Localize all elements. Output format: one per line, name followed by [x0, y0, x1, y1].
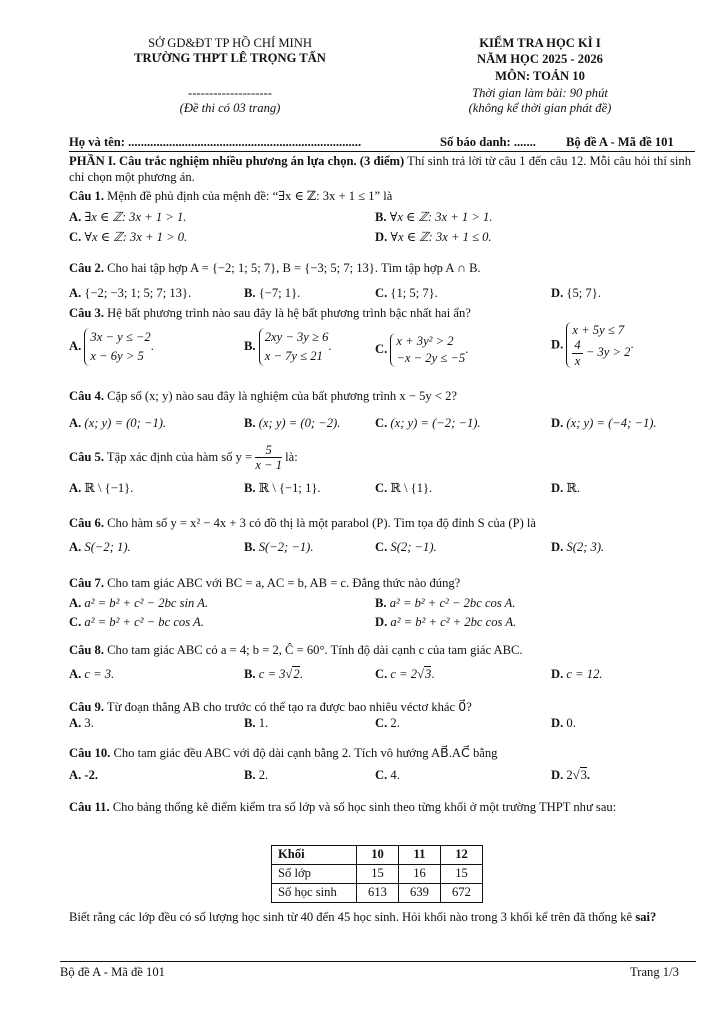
- table-cell: 15: [441, 865, 483, 884]
- option-letter: A.: [69, 768, 82, 782]
- option-letter: D.: [551, 481, 564, 495]
- option-text: ∀x ∈ ℤ: 3x + 1 > 0.: [84, 230, 188, 244]
- question-label: Câu 9.: [69, 700, 104, 714]
- option-letter: D.: [375, 615, 388, 629]
- fraction: [572, 338, 582, 368]
- part1-heading: [69, 154, 691, 185]
- question-text: Cho tam giác ABC với BC = a, AC = b, AB = c. Đẳng thức nào đúng?: [104, 576, 461, 590]
- system-line: − 3y > 2: [582, 345, 631, 360]
- school-department: SỞ GD&ĐT TP HỒ CHÍ MINH: [148, 36, 312, 50]
- option-text: 2.: [390, 716, 400, 730]
- option-letter: A.: [69, 481, 82, 495]
- question-text: Cho hai tập hợp A = {−2; 1; 5; 7}, B = {−3; 5; 7; 13}. Tìm tập hợp A ∩ B.: [104, 261, 481, 275]
- option-letter: A.: [69, 667, 82, 681]
- option-text: a² = b² + c² + 2bc cos A.: [390, 615, 517, 629]
- option-text: ℝ \ {−1}.: [84, 481, 134, 495]
- option-text: c = 12.: [566, 667, 603, 681]
- option-letter: D.: [551, 286, 564, 300]
- option-text: 4.: [390, 768, 400, 782]
- option-text: 1.: [258, 716, 269, 730]
- sqrt-symbol: √: [572, 768, 580, 782]
- q5-option-c[interactable]: [375, 481, 432, 497]
- question-4: [69, 389, 691, 405]
- q2-option-a[interactable]: [69, 286, 191, 302]
- question-7: [69, 576, 691, 592]
- table-header-cell: 10: [357, 846, 399, 865]
- exam-duration: Thời gian làm bài: 90 phút: [472, 86, 608, 100]
- q6-option-a[interactable]: [69, 540, 131, 556]
- option-text: a² = b² + c² − bc cos A.: [84, 615, 204, 629]
- q5-option-a[interactable]: [69, 481, 133, 497]
- option-letter: C.: [375, 416, 388, 430]
- option-letter: B.: [244, 768, 256, 782]
- header-divider: [69, 151, 695, 152]
- q4-option-d[interactable]: [551, 416, 657, 432]
- option-letter: C.: [375, 540, 388, 554]
- option-text: 3.: [84, 716, 94, 730]
- question-1: [69, 189, 691, 205]
- q1-option-a[interactable]: [69, 210, 186, 226]
- option-text: ℝ \ {−1; 1}.: [258, 481, 321, 495]
- option-text: 2: [566, 768, 573, 782]
- option-letter: A.: [69, 416, 82, 430]
- q9-option-d[interactable]: [551, 716, 576, 732]
- option-text: S(2; −1).: [390, 540, 437, 554]
- option-text: (x; y) = (0; −1).: [84, 416, 167, 430]
- school-year: NĂM HỌC 2025 - 2026: [477, 52, 603, 66]
- question-text: Cho tam giác ABC có a = 4; b = 2, Ĉ = 60°. Tính độ dài cạnh c của tam giác ABC.: [104, 643, 523, 657]
- option-text: ∀x ∈ ℤ: 3x + 1 ≤ 0.: [390, 230, 492, 244]
- q10-option-a[interactable]: [69, 768, 98, 784]
- table-cell: 672: [441, 884, 483, 903]
- q4-option-b[interactable]: [244, 416, 340, 432]
- question-11-follow: [69, 908, 691, 927]
- question-label: Câu 10.: [69, 746, 111, 760]
- q1-option-b[interactable]: [375, 210, 492, 226]
- option-letter: C.: [69, 230, 82, 244]
- equation-system: [390, 333, 465, 367]
- option-letter: C.: [375, 286, 388, 300]
- option-letter: B.: [244, 339, 256, 354]
- fraction: [255, 443, 282, 473]
- fraction-numerator: 4: [574, 338, 581, 353]
- option-letter: D.: [551, 416, 564, 430]
- q3-option-b[interactable]: B. 2xy − 3y ≥ 6 x − 7y ≤ 21 .: [244, 328, 332, 366]
- question-label: Câu 4.: [69, 389, 104, 403]
- question-label: Câu 7.: [69, 576, 104, 590]
- option-letter: D.: [551, 540, 564, 554]
- q2-option-c[interactable]: [375, 286, 438, 302]
- question-text: Cặp số (x; y) nào sau đây là nghiệm của bất phương trình x − 5y < 2?: [104, 389, 457, 403]
- table-row: [272, 865, 483, 884]
- question-label: Câu 6.: [69, 516, 104, 530]
- option-text: {5; 7}.: [566, 286, 601, 300]
- question-label: Câu 8.: [69, 643, 104, 657]
- option-letter: D.: [551, 337, 564, 352]
- subject: MÔN: TOÁN 10: [495, 69, 585, 83]
- exam-code: Bộ đề A - Mã đề 101: [566, 135, 674, 149]
- option-letter: A.: [69, 596, 82, 610]
- equation-system: [84, 328, 150, 366]
- q8-option-d[interactable]: [551, 667, 603, 683]
- sqrt-symbol: √: [285, 667, 293, 681]
- option-letter: A.: [69, 716, 82, 730]
- part1-title: PHẦN I. Câu trắc nghiệm nhiều phương án lựa chọn. (3 điểm): [69, 154, 405, 168]
- radicand: 3: [425, 667, 432, 681]
- option-letter: B.: [244, 716, 256, 730]
- footer-exam-code: Bộ đề A - Mã đề 101: [60, 965, 165, 979]
- exam-title: KIỂM TRA HỌC KÌ I: [479, 36, 601, 50]
- option-text: a² = b² + c² − 2bc sin A.: [84, 596, 209, 610]
- option-text: a² = b² + c² − 2bc cos A.: [389, 596, 516, 610]
- option-text: (x; y) = (−4; −1).: [566, 416, 657, 430]
- option-letter: B.: [244, 416, 256, 430]
- page-number: Trang 1/3: [630, 965, 679, 979]
- q6-option-c[interactable]: [375, 540, 437, 556]
- header-dashes: --------------------: [188, 86, 272, 100]
- q1-option-d[interactable]: [375, 230, 492, 246]
- option-letter: C.: [375, 481, 388, 495]
- q6-option-b[interactable]: [244, 540, 313, 556]
- school-name: TRƯỜNG THPT LÊ TRỌNG TẤN: [134, 51, 326, 65]
- option-letter: B.: [244, 540, 256, 554]
- table-cell: 16: [399, 865, 441, 884]
- option-text: S(−2; −1).: [258, 540, 314, 554]
- fraction-numerator: 5: [255, 443, 282, 458]
- candidate-number-field: Số báo danh: .......: [440, 135, 536, 149]
- system-line: x − 7y ≤ 21: [264, 348, 323, 363]
- q2-option-d[interactable]: [551, 286, 601, 302]
- table-header-cell: Khối: [272, 846, 357, 865]
- question-text: Từ đoạn thẳng AB cho trước có thể tạo ra được bao nhiêu véctơ khác 0⃗?: [104, 700, 472, 714]
- q2-option-b[interactable]: [244, 286, 300, 302]
- option-letter: B.: [375, 596, 387, 610]
- question-label: Câu 3.: [69, 306, 104, 320]
- system-line: x − 6y > 5: [90, 348, 144, 363]
- option-letter: D.: [551, 716, 564, 730]
- q10-option-d[interactable]: D. 2√3.: [551, 768, 591, 782]
- option-letter: B.: [375, 210, 387, 224]
- option-text: {1; 5; 7}.: [390, 286, 438, 300]
- question-11: [69, 798, 691, 817]
- fraction-denominator: x: [574, 353, 581, 368]
- q10-option-b[interactable]: [244, 768, 268, 784]
- option-text: 0.: [566, 716, 576, 730]
- option-letter: B.: [244, 481, 256, 495]
- option-letter: B.: [244, 286, 256, 300]
- system-line: x + 5y ≤ 7: [572, 323, 625, 337]
- option-text: ℝ \ {1}.: [390, 481, 433, 495]
- option-letter: A.: [69, 286, 82, 300]
- q9-option-c[interactable]: [375, 716, 400, 732]
- option-letter: C.: [375, 716, 388, 730]
- part1-instruction: Thí sinh trả lời từ câu 1 đến câu 12. Mỗi câu hỏi thí sinh chỉ chọn một phương án.: [69, 154, 691, 184]
- question-text: Cho bảng thống kê điểm kiểm tra số lớp và số học sinh theo từng khối ở một trường THPT như sau:: [109, 800, 617, 814]
- system-line: 3x − y ≤ −2: [90, 330, 151, 344]
- follow-text: Biết rằng các lớp đều có số lượng học sinh từ 40 đến 45 học sinh. Hỏi khối nào trong 3 khối kể trên đã thống kê: [69, 910, 636, 924]
- q10-option-c[interactable]: [375, 768, 400, 784]
- option-text: (x; y) = (0; −2).: [258, 416, 341, 430]
- footer-divider: [60, 961, 696, 962]
- q8-option-c[interactable]: C. c = 2√3.: [375, 667, 435, 681]
- question-text: Mệnh đề phủ định của mệnh đề: “∃x ∈ ℤ: 3x + 1 ≤ 1” là: [104, 189, 393, 203]
- equation-system: [566, 322, 630, 368]
- option-letter: C.: [375, 667, 388, 681]
- table-header-row: [272, 846, 483, 865]
- q4-option-c[interactable]: [375, 416, 481, 432]
- question-9: [69, 700, 691, 716]
- radicand: 2: [293, 667, 300, 681]
- question-text: Hệ bất phương trình nào sau đây là hệ bất phương trình bậc nhất hai ẩn?: [104, 306, 471, 320]
- q7-option-d[interactable]: [375, 615, 516, 631]
- question-3: [69, 306, 691, 322]
- table-header-cell: 11: [399, 846, 441, 865]
- option-text: ∃x ∈ ℤ: 3x + 1 > 1.: [84, 210, 187, 224]
- question-label: Câu 5.: [69, 450, 104, 465]
- option-letter: D.: [375, 230, 388, 244]
- option-text: 2.: [258, 768, 269, 782]
- question-label: Câu 11.: [69, 800, 110, 814]
- q7-option-b[interactable]: [375, 596, 516, 612]
- system-line: 2xy − 3y ≥ 6: [264, 330, 329, 344]
- option-text: {−2; −3; 1; 5; 7; 13}.: [84, 286, 192, 300]
- q9-option-a[interactable]: [69, 716, 94, 732]
- follow-emphasis: sai?: [635, 910, 657, 924]
- system-line: x + 3y² > 2: [396, 334, 454, 348]
- question-text: Cho hàm số y = x² − 4x + 3 có đồ thị là một parabol (P). Tìm tọa độ đỉnh S của (P) là: [104, 516, 536, 530]
- option-text: c = 2: [390, 667, 418, 681]
- duration-note: (không kể thời gian phát đề): [468, 101, 612, 115]
- question-label: Câu 1.: [69, 189, 104, 203]
- option-text: c = 3.: [84, 667, 115, 681]
- option-letter: C.: [375, 768, 388, 782]
- question-text: Cho tam giác đều ABC với độ dài cạnh bằng 2. Tích vô hướng AB⃗.AC⃗ bằng: [110, 746, 498, 760]
- q8-option-b[interactable]: B. c = 3√2.: [244, 667, 303, 681]
- option-letter: B.: [244, 667, 256, 681]
- fraction-denominator: x − 1: [255, 458, 282, 473]
- system-line: −x − 2y ≤ −5: [396, 351, 466, 365]
- option-text: ℝ.: [566, 481, 581, 495]
- table-cell: Số học sinh: [272, 884, 357, 903]
- table-cell: Số lớp: [272, 865, 357, 884]
- question-5: [69, 443, 691, 473]
- option-letter: C.: [375, 342, 388, 357]
- option-text: {−7; 1}.: [258, 286, 301, 300]
- q3-option-c[interactable]: C. x + 3y² > 2 −x − 2y ≤ −5 .: [375, 334, 469, 365]
- q3-option-a[interactable]: A. 3x − y ≤ −2 x − 6y > 5 .: [69, 328, 154, 366]
- q7-option-a[interactable]: [69, 596, 208, 612]
- q1-option-c[interactable]: [69, 230, 187, 246]
- table-row: [272, 884, 483, 903]
- option-letter: D.: [551, 667, 564, 681]
- table-header-cell: 12: [441, 846, 483, 865]
- q7-option-c[interactable]: [69, 615, 204, 631]
- q5-option-b[interactable]: [244, 481, 321, 497]
- student-name-field: Họ và tên: ..........................................................................: [69, 135, 362, 149]
- q4-option-a[interactable]: [69, 416, 166, 432]
- option-letter: D.: [551, 768, 564, 782]
- question-6: [69, 516, 691, 532]
- radicand: 3: [580, 768, 587, 782]
- option-text: S(2; 3).: [566, 540, 605, 554]
- sqrt-symbol: √: [417, 667, 425, 681]
- question-2: [69, 261, 691, 277]
- question-label: Câu 2.: [69, 261, 104, 275]
- option-text: (x; y) = (−2; −1).: [390, 416, 481, 430]
- q8-option-a[interactable]: [69, 667, 114, 683]
- question-10: [69, 746, 691, 762]
- equation-system: [259, 328, 329, 366]
- table-cell: 639: [399, 884, 441, 903]
- question-8: [69, 643, 691, 659]
- q5-option-d[interactable]: [551, 481, 580, 497]
- option-text: c = 3: [258, 667, 286, 681]
- option-text: -2.: [84, 768, 99, 782]
- option-letter: A.: [69, 339, 82, 354]
- option-letter: C.: [69, 615, 82, 629]
- table-cell: 15: [357, 865, 399, 884]
- option-text: ∀x ∈ ℤ: 3x + 1 > 1.: [389, 210, 493, 224]
- page-count-note: (Đề thi có 03 trang): [179, 101, 281, 115]
- q9-option-b[interactable]: [244, 716, 268, 732]
- question-text: Tập xác định của hàm số y =: [104, 450, 256, 465]
- option-letter: A.: [69, 540, 82, 554]
- statistics-table: [271, 845, 483, 903]
- option-text: S(−2; 1).: [84, 540, 131, 554]
- question-text-end: là:: [282, 450, 298, 465]
- q3-option-d[interactable]: D. x + 5y ≤ 7 $\frac{4}{x}$ − 3y > 2 .: [551, 323, 634, 368]
- table-cell: 613: [357, 884, 399, 903]
- q6-option-d[interactable]: [551, 540, 604, 556]
- option-letter: A.: [69, 210, 82, 224]
